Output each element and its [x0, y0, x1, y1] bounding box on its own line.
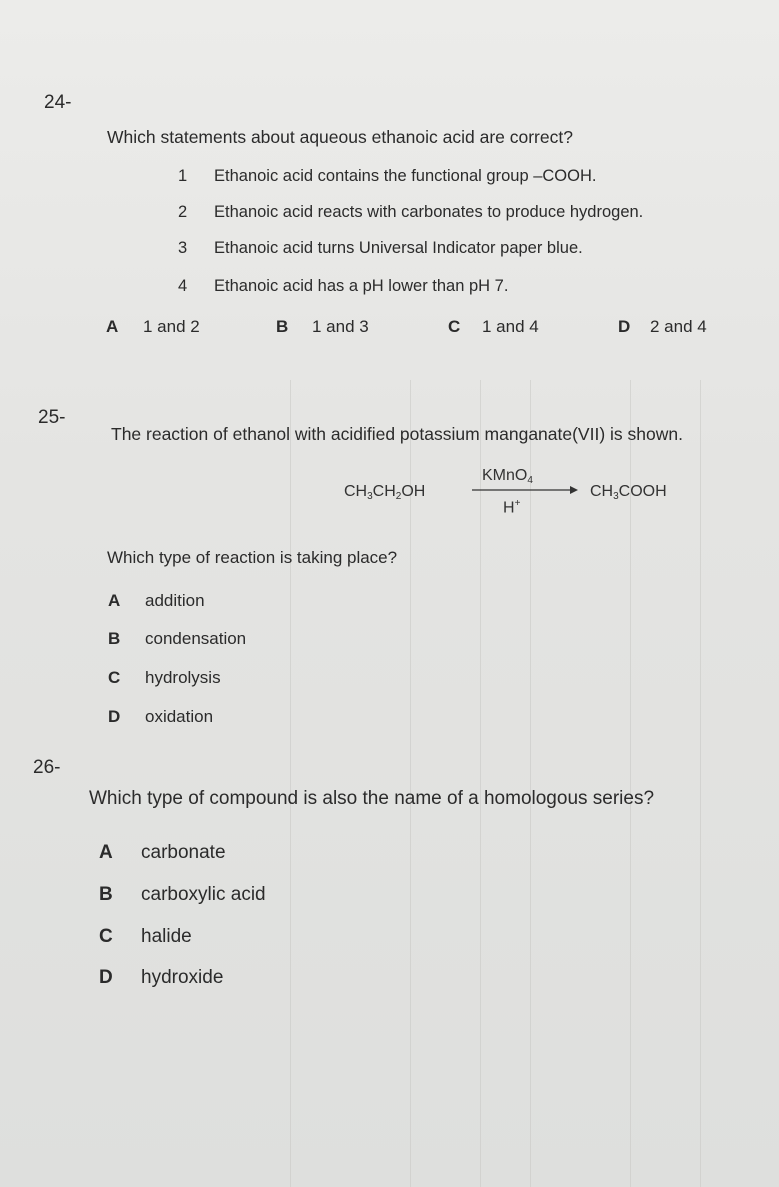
option-a-letter: A — [99, 842, 113, 863]
equation-reagent-top: KMnO$_4$ — [482, 467, 533, 486]
equation-reagent-bottom: H+ — [503, 498, 521, 517]
equation-reactant: $CH_3CH_2OH$ — [344, 483, 426, 502]
option-c-letter: C — [108, 668, 121, 687]
equation-product: $CH_3COOH$ — [590, 483, 667, 502]
question-25-stem: The reaction of ethanol with acidified potassium manganate(VII) is shown. — [111, 424, 683, 444]
option-a-letter: A — [106, 317, 119, 336]
option-c-text[interactable]: 1 and 4 — [482, 317, 539, 336]
question-26-stem: Which type of compound is also the name of a homologous series? — [89, 788, 655, 809]
option-d-text[interactable]: 2 and 4 — [650, 317, 707, 336]
option-a-text[interactable]: addition — [145, 591, 205, 610]
scan-streak — [290, 380, 291, 1187]
option-c-text[interactable]: hydrolysis — [145, 668, 221, 687]
statement-text: Ethanoic acid reacts with carbonates to produce hydrogen. — [214, 203, 644, 221]
question-25-prompt: Which type of reaction is taking place? — [107, 548, 398, 567]
statement-text: Ethanoic acid has a pH lower than pH 7. — [214, 277, 509, 295]
statement-text: Ethanoic acid contains the functional group –COOH. — [214, 167, 597, 185]
option-d-text[interactable]: hydroxide — [141, 967, 224, 988]
option-b-text[interactable]: 1 and 3 — [312, 317, 369, 336]
scan-streak — [480, 380, 481, 1187]
question-24-stem: Which statements about aqueous ethanoic acid are correct? — [107, 127, 573, 147]
option-b-text[interactable]: carboxylic acid — [141, 884, 266, 905]
option-d-text[interactable]: oxidation — [145, 707, 214, 726]
scan-streak — [530, 380, 531, 1187]
option-d-letter: D — [618, 317, 631, 336]
statement-number: 3 — [178, 239, 188, 257]
option-c-text[interactable]: halide — [141, 926, 192, 947]
question-25-number: 25- — [38, 407, 66, 428]
option-a-text[interactable]: 1 and 2 — [143, 317, 200, 336]
option-c-letter: C — [99, 926, 113, 947]
statement-number: 2 — [178, 203, 188, 221]
option-d-letter: D — [99, 967, 113, 988]
option-b-letter: B — [108, 629, 121, 648]
question-26-number: 26- — [33, 757, 61, 778]
reaction-arrow-icon — [470, 483, 580, 497]
scan-streak — [700, 380, 701, 1187]
statement-text: Ethanoic acid turns Universal Indicator paper blue. — [214, 239, 583, 257]
option-a-letter: A — [108, 591, 121, 610]
option-b-letter: B — [99, 884, 113, 905]
option-b-letter: B — [276, 317, 289, 336]
option-d-letter: D — [108, 707, 121, 726]
question-24-number: 24- — [44, 92, 72, 113]
statement-number: 4 — [178, 277, 188, 295]
option-c-letter: C — [448, 317, 461, 336]
option-a-text[interactable]: carbonate — [141, 842, 226, 863]
option-b-text[interactable]: condensation — [145, 629, 247, 648]
statement-number: 1 — [178, 167, 188, 185]
